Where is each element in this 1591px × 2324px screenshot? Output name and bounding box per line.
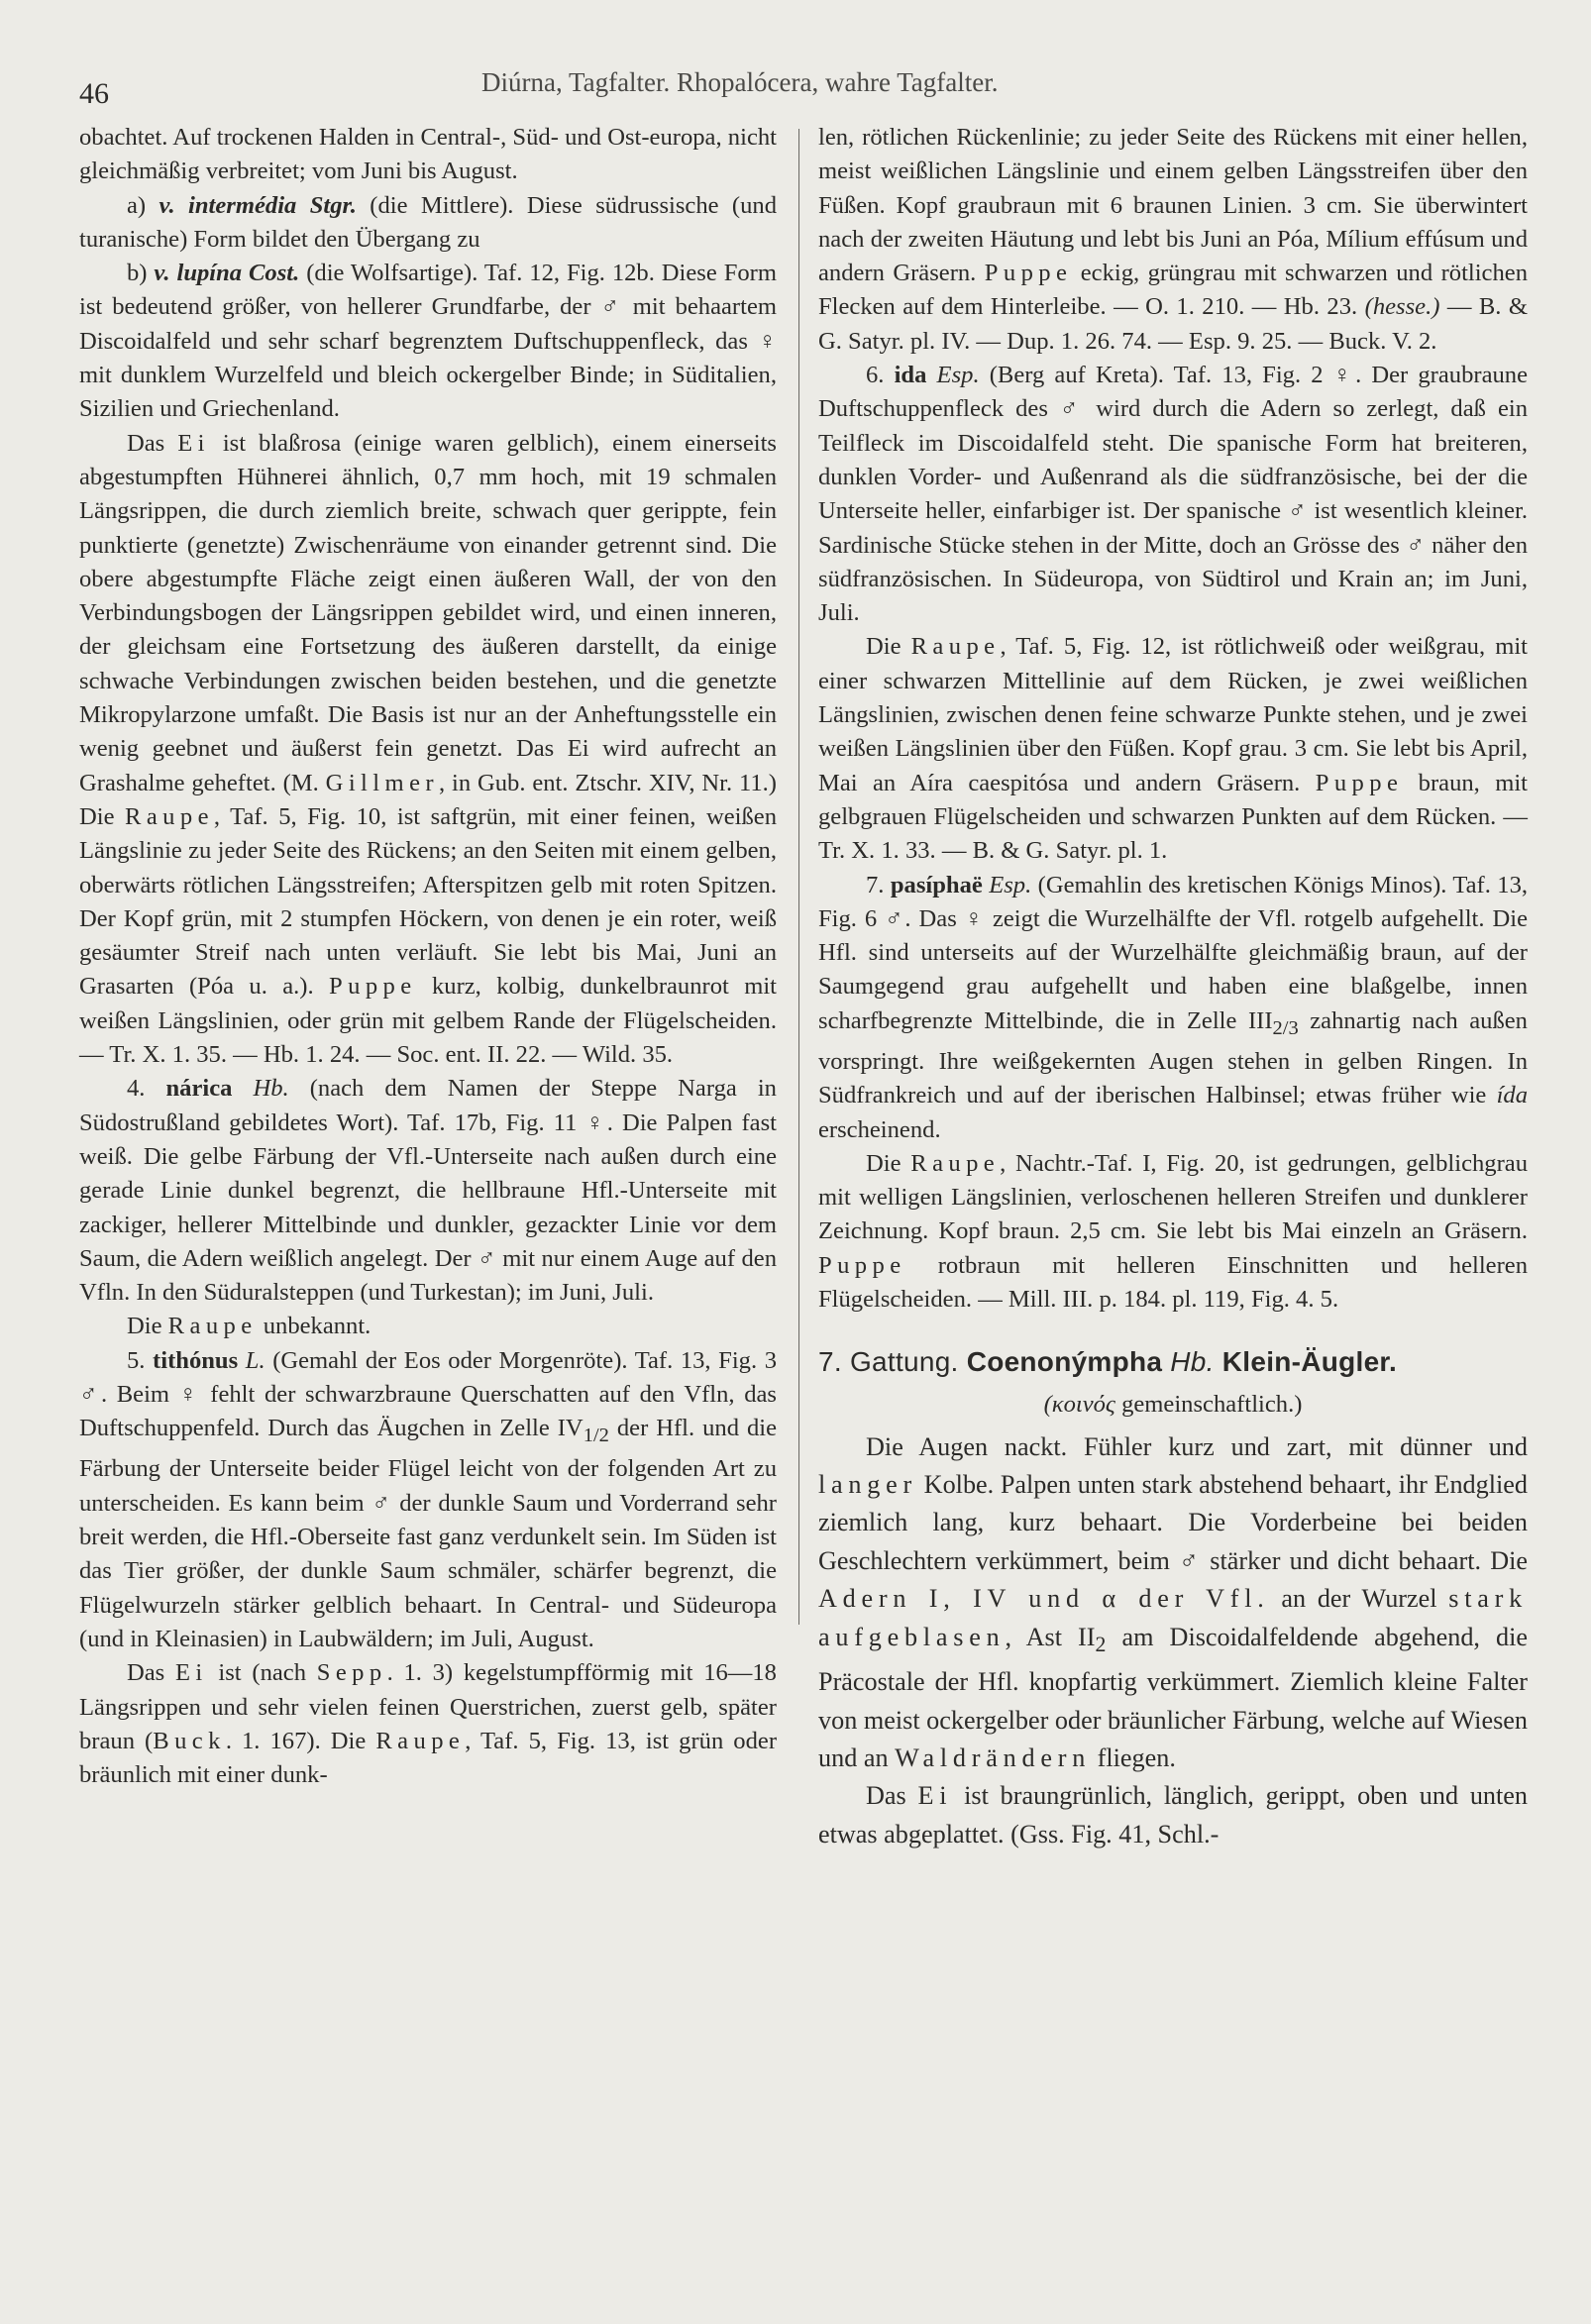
paragraph-tithonus-cont: len, rötlichen Rückenlinie; zu jeder Seite des Rückens mit einer hellen, meist weißlichen Längslinie und einem gelben Längsstreifen über den Füßen. Kopf graubraun mit 6 braunen Linien. 3 cm. Sie überwintert nach der zweiten Häutung und lebt bis Juni an Póa, Mílium effúsum und andern Gräsern. Puppe eckig, grüngrau mit schwarzen und rötlichen Flecken auf dem Hinterleibe. — O. 1. 210. — Hb. 23. (hesse.) — B. & G. Satyr. pl. IV. — Dup. 1. 26. 74. — Esp. 9. 25. — Buck. V. 2.: [818, 124, 1529, 355]
paragraph-egg-larva: Das Ei ist blaßrosa (einige waren gelblich), einem einerseits abgestumpften Hühnerei ähnlich, 0,7 mm hoch, mit 19 schmalen Längsrippen, die durch ziemlich breite, schwach quer gerippte, fein punktierte (genetzte) Zwischenräume von einander getrennt sind. Die obere abgestumpfte Fläche zeigt einen äußeren Wall, der von den Verbindungsbogen der Längsrippen gebildet wird, und einen inneren, der gleichsam eine Fortsetzung des äußeren darstellt, da einige schwache Verbindungen zwischen beiden bestehen, und die genetzte Mikropylarzone umfaßt. Die Basis ist nur an der Anheftungsstelle ein wenig geebnet und äußerst fein genetzt. Das Ei wird aufrecht an Grashalme geheftet. (M. Gillmer, in Gub. ent. Ztschr. XIV, Nr. 11.) Die Raupe, Taf. 5, Fig. 10, ist saftgrün, mit einer feinen, weißen Längslinie zu jeder Seite des Rückens; an den Seiten mit einem gelben, oberwärts rötlichen Längsstreifen; Afterspitzen gelb mit roten Spitzen. Der Kopf grün, mit 2 stumpfen Höckern, von denen je ein roter, weiß gesäumter Streif nach unten verläuft. Sie lebt bis Mai, Juni an Grasarten (Póa u. a.). Puppe kurz, kolbig, dunkelbraunrot mit weißen Längslinien, oder grün mit gelbem Rande der Flügelscheiden. — Tr. X. 1. 35. — Hb. 1. 24. — Soc. ent. II. 22. — Wild. 35.: [79, 429, 778, 1069]
paragraph-tithonus: 5. tithónus L. (Gemahl der Eos oder Morgenröte). Taf. 13, Fig. 3 ♂. Beim ♀ fehlt der schwarzbraune Querschatten auf den Vfln, das Duftschuppenfeld. Durch das Äugchen in Zelle $IV_{1/2}$ der Hfl. und die Färbung der Unterseite beider Flügel leicht von der folgenden Art zu unterscheiden. Es kann beim ♂ der dunkle Saum und Vorderrand sehr breit werden, die Hfl.-Oberseite fast ganz verdunkelt sein. Im Süden ist das Tier größer, der dunkle Saum schmäler, schärfer begrenzt, die Flügelwurzeln stärker gelblich behaart. In Central- und Südeuropa (und in Kleinasien) in Laubwäldern; im Juli, August.: [79, 1346, 778, 1652]
paragraph-ida: 6. ida Esp. (Berg auf Kreta). Taf. 13, Fig. 2 ♀. Der graubraune Duftschuppenfleck des ♂ wird durch die Adern so zerlegt, daß ein Teilfleck im Discoidalfeld steht. Die spanische Form hat breiteren, dunklen Vorder- und Außenrand als die südfranzösische, bei der die Unterseite heller, einfarbiger ist. Der spanische ♂ ist wesentlich kleiner. Sardinische Stücke stehen in der Mitte, doch an Grösse des ♂ näher den südfranzösischen. In Südeuropa, von Südtirol und Krain an; im Juni, Juli.: [818, 362, 1528, 627]
paragraph-pasiphae-larva: Die Raupe, Nachtr.-Taf. I, Fig. 20, ist gedrungen, gelblichgrau mit welligen Längslinien, verloschenen helleren Streifen und dunklerer Zeichnung. Kopf braun. 2,5 cm. Sie lebt bis Mai einzeln an Gräsern. Puppe rotbraun mit helleren Einschnitten und helleren Flügelscheiden. — Mill. III. p. 184. pl. 119, Fig. 4. 5.: [818, 1149, 1528, 1313]
genus-description: [818, 1428, 1528, 1854]
left-column: [79, 121, 777, 1792]
paragraph-genus-characters: Die Augen nackt. Fühler kurz und zart, mit dünner und langer Kolbe. Palpen unten stark abstehend behaart, ihr Endglied ziemlich lang, kurz behaart. Die Vorderbeine bei beiden Geschlechtern verkümmert, beim ♂ stärker und dicht behaart. Die Adern I, IV und α der Vfl. an der Wurzel stark aufgeblasen, Ast $II_2$ am Discoidalfeldende abgehend, die Präcostale der Hfl. knopfartig verkümmert. Ziemlich kleine Falter von meist ockergelber oder bräunlicher Färbung, welche auf Wiesen und an Waldrändern fliegen.: [818, 1431, 1529, 1773]
paragraph-tithonus-egg: Das Ei ist (nach Sepp. 1. 3) kegelstumpfförmig mit 16—18 Längsrippen und sehr vielen feinen Querstrichen, zuerst gelb, später braun (Buck. 1. 167). Die Raupe, Taf. 5, Fig. 13, ist grün oder bräunlich mit einer dunk-: [79, 1659, 778, 1789]
paragraph-lupina: b) v. lupína Cost. (die Wolfsartige). Taf. 12, Fig. 12b. Diese Form ist bedeutend größer, von hellerer Grundfarbe, der ♂ mit behaartem Discoidalfeld und sehr scharf begrenztem Duftschuppenfleck, das ♀ mit dunklem Wurzelfeld und bleich ockergelber Binde; in Süditalien, Sizilien und Griechenland.: [79, 260, 777, 423]
page-number: 46: [79, 77, 109, 110]
genus-etymology: (κοινός gemeinschaftlich.): [1043, 1391, 1303, 1419]
right-column: [818, 121, 1528, 1853]
running-title: Diúrna, Tagfalter. Rhopalócera, wahre Tagfalter.: [481, 67, 999, 97]
paragraph-continuation: obachtet. Auf trockenen Halden in Central-, Süd- und Ost-europa, nicht gleichmäßig verbreitet; vom Juni bis August.: [79, 124, 777, 185]
paragraph-ida-larva: Die Raupe, Taf. 5, Fig. 12, ist rötlichweiß oder weißgrau, mit einer schwarzen Mittellinie auf dem Rücken, je zwei weißlichen Längslinien, zwischen denen feine schwarze Punkte stehen, und je zwei weißen Längslinien über den Füßen. Kopf grau. 3 cm. Sie lebt bis April, Mai an Aíra caespitósa und andern Gräsern. Puppe braun, mit gelbgrauen Flügelscheiden und schwarzen Punkten auf dem Rücken. — Tr. X. 1. 33. — B. & G. Satyr. pl. 1.: [818, 633, 1528, 865]
paragraph-narica-larva: Die Raupe unbekannt.: [127, 1313, 371, 1340]
paragraph-intermedia: a) v. intermédia Stgr. (die Mittlere). Diese südrussische (und turanische) Form bildet den Übergang zu: [79, 191, 778, 253]
column-divider: [798, 129, 799, 1625]
paragraph-genus-egg: Das Ei ist braungrünlich, länglich, gerippt, oben und unten etwas abgeplattet. (Gss. Fig. 41, Schl.-: [818, 1781, 1529, 1849]
page-header: [79, 57, 1512, 113]
paragraph-narica: 4. nárica Hb. (nach dem Namen der Steppe Narga in Südostrußland gebildetes Wort). Taf. 17b, Fig. 11 ♀. Die Palpen fast weiß. Die gelbe Färbung der Vfl.-Unterseite nach außen durch eine gerade Linie dunkel begrenzt, die hellbraune Hfl.-Unterseite mit zackiger, hellerer Mittelbinde und dunkler, gezackter Linie vor dem Saum, die Adern weißlich angelegt. Der ♂ mit nur einem Auge auf den Vfln. In den Süduralsteppen (und Turkestan); im Juni, Juli.: [79, 1075, 777, 1307]
paragraph-pasiphae: 7. pasíphaë Esp. (Gemahlin des kretischen Königs Minos). Taf. 13, Fig. 6 ♂. Das ♀ zeigt die Wurzelhälfte der Vfl. rotgelb aufgehellt. Die Hfl. sind unterseits auf der Wurzelhälfte gleichmäßig braun, auf der Saumgegend grau aufgehellt und haben eine blaßgelbe, innen scharfbegrenzte Mittelbinde, die in Zelle $III_{2/3}$ zahnartig nach außen vorspringt. Ihre weißgekernten Augen stehen in gelben Ringen. In Südfrankreich und auf der iberischen Halbinsel; etwas früher wie ída erscheinend.: [818, 871, 1529, 1143]
genus-heading: 7. Gattung. Coenonýmpha Hb. Klein-Äugler.: [818, 1346, 1398, 1378]
